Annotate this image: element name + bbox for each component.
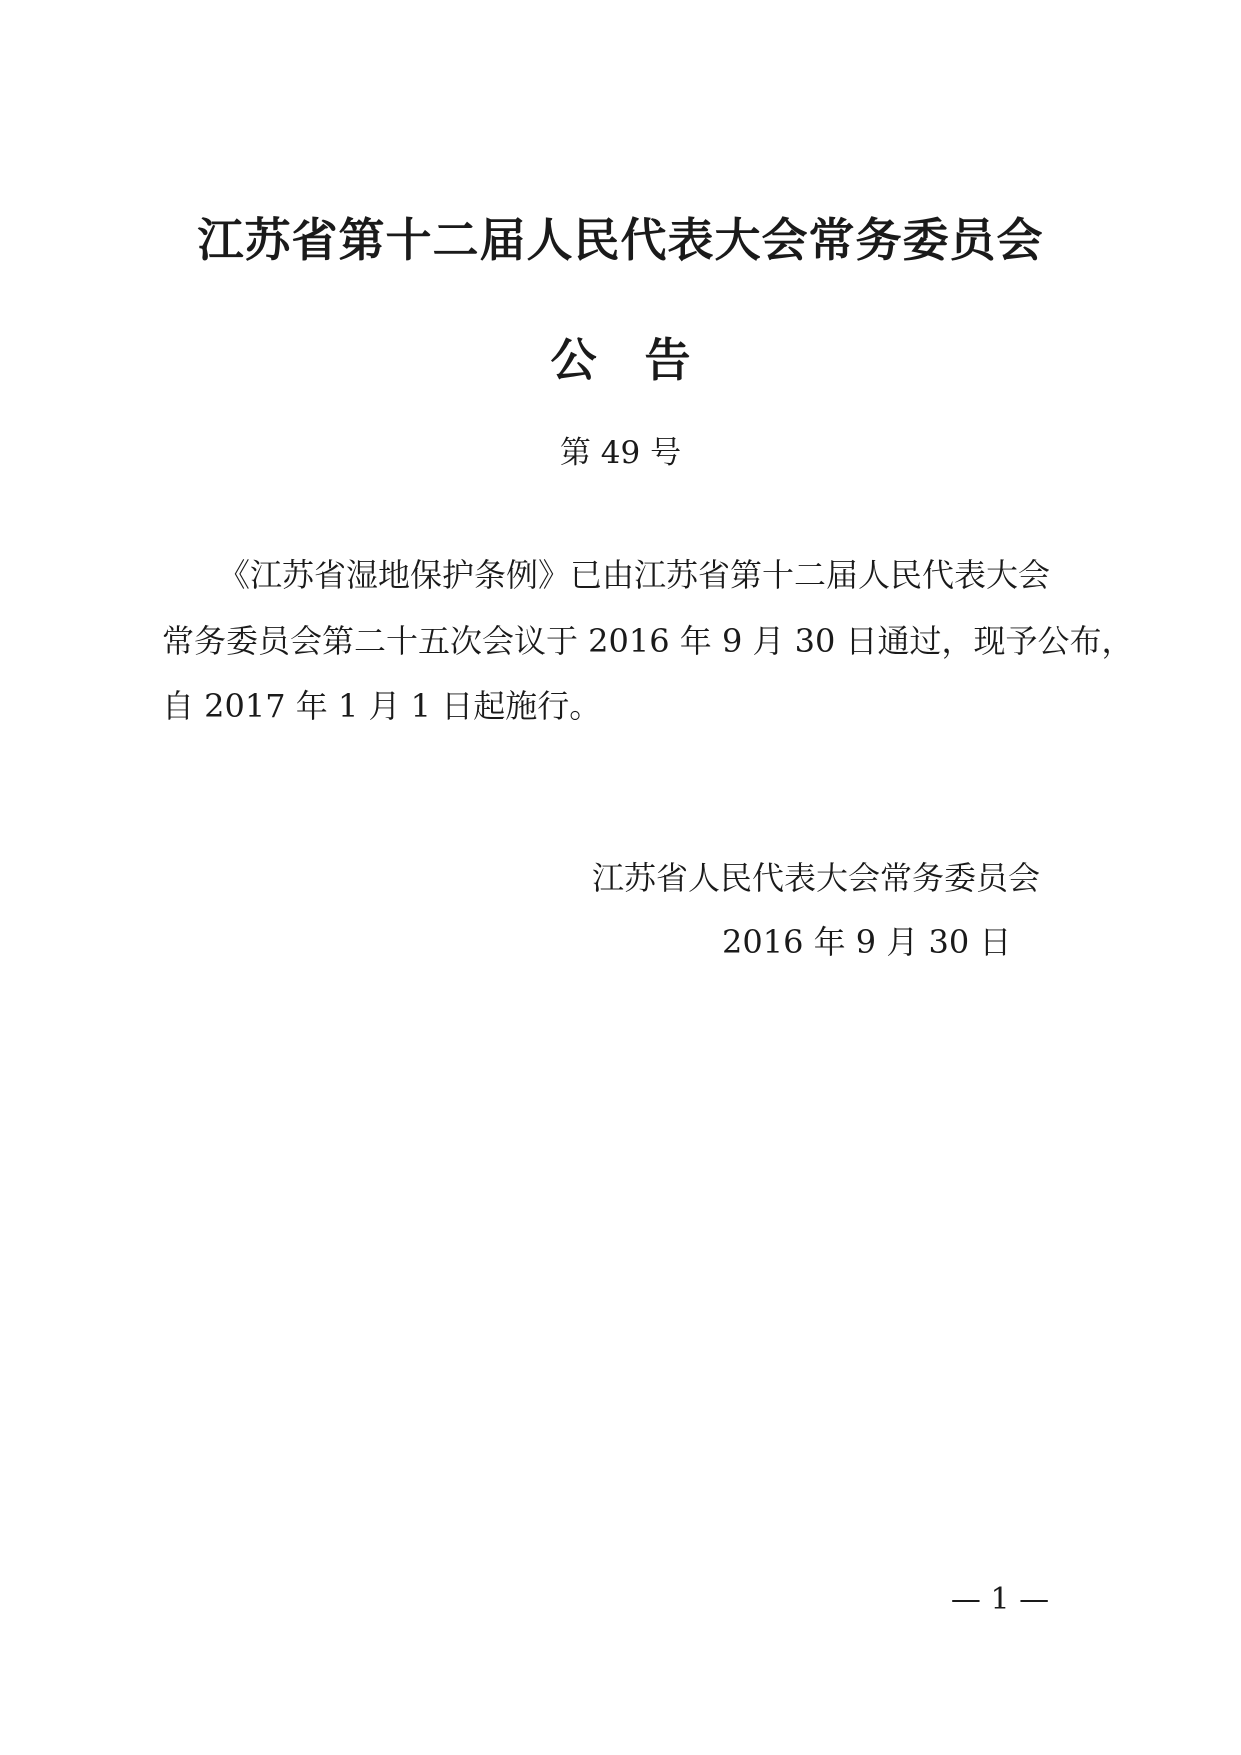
page-number: — 1 —	[950, 1582, 1050, 1617]
body-text-line: 常务委员会第二十五次会议于 2016 年 9 月 30 日通过，现予公布，	[162, 622, 1134, 660]
announcement-number: 第 49 号	[559, 435, 682, 471]
signature-date: 2016 年 9 月 30 日	[722, 923, 1012, 961]
issuer-title: 江苏省第十二届人民代表大会常务委员会	[197, 213, 1044, 267]
body-text-line: 自 2017 年 1 月 1 日起施行。	[162, 687, 602, 725]
signature-organization: 江苏省人民代表大会常务委员会	[592, 859, 1041, 897]
document-type-heading: 公告	[550, 333, 739, 387]
body-text-line: 《江苏省湿地保护条例》已由江苏省第十二届人民代表大会	[218, 556, 1051, 594]
